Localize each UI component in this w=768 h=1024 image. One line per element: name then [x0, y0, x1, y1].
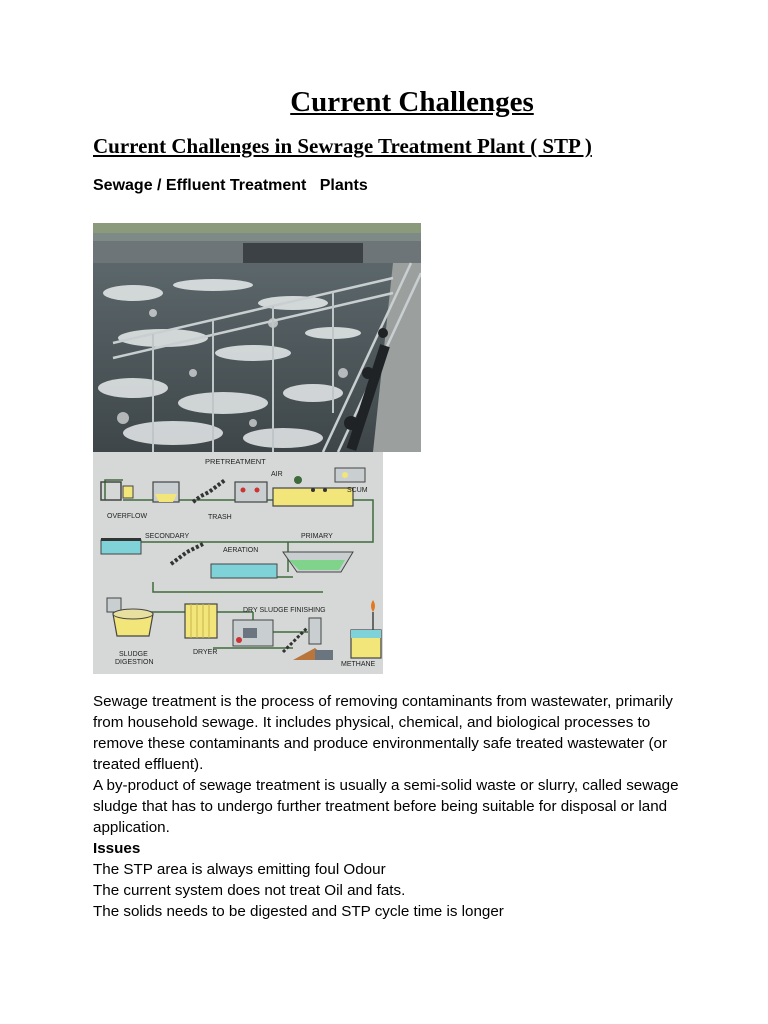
page-title: Current Challenges	[290, 86, 534, 118]
label-pretreatment: PRETREATMENT	[205, 457, 266, 466]
issues-heading: Issues	[93, 840, 141, 857]
issue-item: The current system does not treat Oil and fats.	[93, 882, 406, 899]
label-digestion: DIGESTION	[115, 659, 154, 666]
label-trash: TRASH	[208, 514, 232, 521]
treatment-tank-photo	[93, 223, 421, 452]
section-heading: Sewage / Effluent Treatment Plants	[93, 177, 368, 194]
paragraph-definition: Sewage treatment is the process of removing contaminants from wastewater, primarily from household sewage. It includes physical, chemical, and biological processes to remove these contaminants and produce environmentally safe treated wastewater (or treated effluent).	[93, 693, 673, 773]
body-text	[93, 691, 693, 922]
page-subtitle: Current Challenges in Sewrage Treatment Plant ( STP )	[93, 134, 592, 158]
label-methane: METHANE	[341, 661, 376, 668]
treatment-tank-image	[93, 223, 421, 452]
label-secondary: SECONDARY	[145, 533, 190, 540]
label-sludge: SLUDGE	[119, 651, 148, 658]
label-scum: SCUM	[347, 487, 368, 494]
label-dryer: DRYER	[193, 649, 218, 656]
label-primary: PRIMARY	[301, 533, 333, 540]
label-overflow: OVERFLOW	[107, 513, 148, 520]
process-flow-diagram	[93, 452, 383, 674]
paragraph-byproduct: A by-product of sewage treatment is usually a semi-solid waste or slurry, called sewage sludge that has to undergo further treatment before being suitable for disposal or land application.	[93, 777, 679, 836]
label-air: AIR	[271, 471, 283, 478]
label-aeration: AERATION	[223, 547, 259, 554]
issue-item: The solids needs to be digested and STP cycle time is longer	[93, 903, 504, 920]
label-dry-sludge-finishing: DRY SLUDGE FINISHING	[243, 607, 326, 614]
issue-item: The STP area is always emitting foul Odour	[93, 861, 386, 878]
treatment-process-diagram	[93, 452, 383, 674]
